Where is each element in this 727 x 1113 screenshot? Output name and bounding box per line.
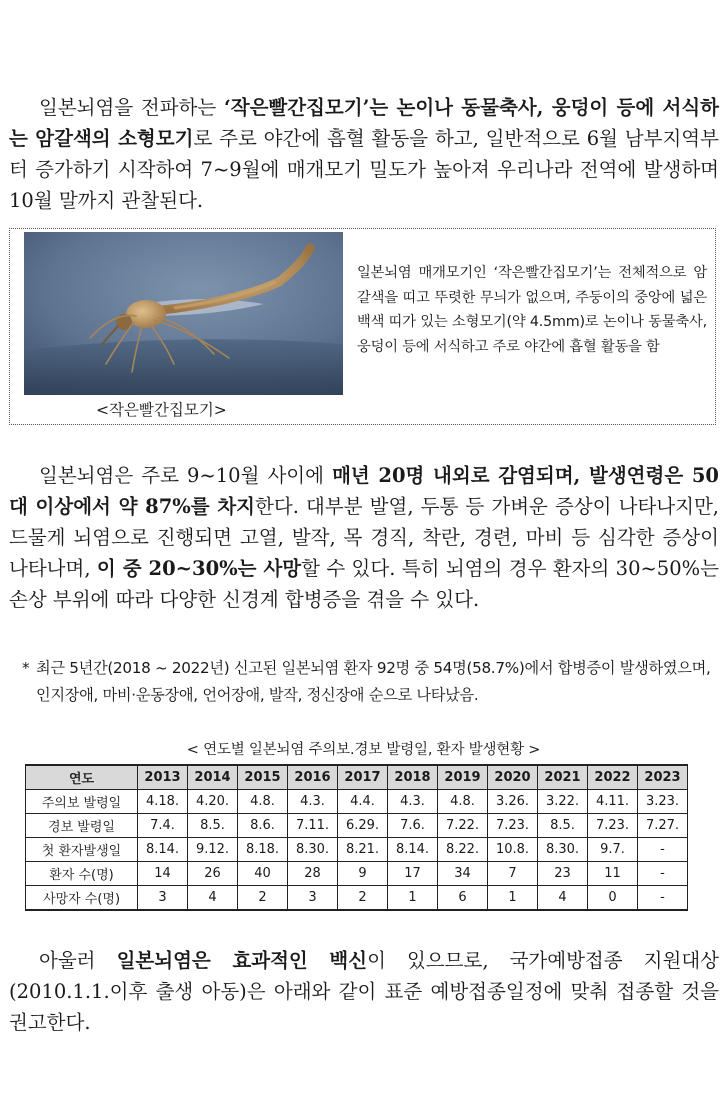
table-cell: 23	[538, 862, 588, 886]
table-cell: 1	[388, 886, 438, 911]
table-cell: 4.11.	[588, 790, 638, 814]
table-cell: 17	[388, 862, 438, 886]
table-cell: 3	[138, 886, 188, 911]
intro-paragraph: 일본뇌염을 전파하는 ‘작은빨간집모기’는 논이나 동물축사, 웅덩이 등에 서식하는 암갈색의 소형모기로 주로 야간에 흡혈 활동을 하고, 일반적으로 6월 남부지역부터 증가하기 시작하여 7~9월에 매개모기 밀도가 높아져 우리나라 전역에 발생하며 10월 말까지 관찰된다.	[9, 96, 719, 212]
table-cell: 4.3.	[388, 790, 438, 814]
table-row-advisory	[26, 790, 688, 814]
table-cell: 8.6.	[238, 814, 288, 838]
table-cell: 4.18.	[138, 790, 188, 814]
table-cell: 9	[338, 862, 388, 886]
figure-description: 일본뇌염 매개모기인 ‘작은빨간집모기’는 전체적으로 암갈색을 띠고 뚜렷한 무늬가 없으며, 주둥이의 중앙에 넓은 백색 띠가 있는 소형모기(약 4.5mm)로 논이나 동물축사, 웅덩이 등에 서식하고 주로 야간에 흡혈 활동을 함	[357, 265, 707, 355]
header-year: 2020	[488, 765, 538, 790]
table-cell: 8.5.	[538, 814, 588, 838]
header-year: 2014	[188, 765, 238, 790]
header-year-label: 연도	[26, 765, 138, 790]
table-cell: 3.26.	[488, 790, 538, 814]
header-year: 2013	[138, 765, 188, 790]
table-cell: -	[638, 862, 688, 886]
table-cell: 9.12.	[188, 838, 238, 862]
table-cell: 7.11.	[288, 814, 338, 838]
note-asterisk: *	[22, 659, 30, 677]
table-cell: 8.30.	[538, 838, 588, 862]
header-year: 2018	[388, 765, 438, 790]
table-cell: 8.30.	[288, 838, 338, 862]
vaccine-paragraph: 아울러 일본뇌염은 효과적인 백신이 있으므로, 국가예방접종 지원대상(2010.1.1.이후 출생 아동)은 아래와 같이 표준 예방접종일정에 맞춰 접종할 것을 권고한다.	[9, 949, 719, 1034]
header-year: 2021	[538, 765, 588, 790]
row-label: 주의보 발령일	[26, 790, 138, 814]
table-header-row	[26, 765, 688, 790]
header-year: 2017	[338, 765, 388, 790]
row-label: 첫 환자발생일	[26, 838, 138, 862]
vector-highlight: ‘작은빨간집모기’는 논이나 동물축사, 웅덩이 등에 서식하는 암갈색의 소형모기	[9, 96, 719, 150]
header-year: 2022	[588, 765, 638, 790]
table-cell: 4.8.	[438, 790, 488, 814]
table-cell: 6	[438, 886, 488, 911]
table-cell: 8.5.	[188, 814, 238, 838]
table-cell: 6.29.	[338, 814, 388, 838]
infection-highlight: 매년 20명 내외로 감염되며, 발생연령은 50대 이상에서 약 87%를 차지	[9, 464, 719, 518]
table-cell: 4.4.	[338, 790, 388, 814]
table-cell: 7.6.	[388, 814, 438, 838]
table-cell: -	[638, 886, 688, 911]
row-label: 사망자 수(명)	[26, 886, 138, 911]
mosquito-figure-box	[9, 228, 716, 425]
table-cell: 2	[338, 886, 388, 911]
table-cell: 10.8.	[488, 838, 538, 862]
table-cell: 14	[138, 862, 188, 886]
table-cell: 28	[288, 862, 338, 886]
table-cell: 4	[188, 886, 238, 911]
mosquito-photo	[24, 232, 343, 395]
table-cell: 8.18.	[238, 838, 288, 862]
table-cell: 7.23.	[588, 814, 638, 838]
complication-note	[22, 655, 722, 709]
table-cell: 7.23.	[488, 814, 538, 838]
table-cell: 7	[488, 862, 538, 886]
table-cell: 4.8.	[238, 790, 288, 814]
table-cell: 40	[238, 862, 288, 886]
vaccine-highlight: 일본뇌염은 효과적인 백신	[116, 949, 368, 972]
table-cell: 26	[188, 862, 238, 886]
row-label: 경보 발령일	[26, 814, 138, 838]
infection-paragraph: 일본뇌염은 주로 9~10월 사이에 매년 20명 내외로 감염되며, 발생연령은 50대 이상에서 약 87%를 차지한다. 대부분 발열, 두통 등 가벼운 증상이 나타나지만, 드물게 뇌염으로 진행되면 고열, 발작, 목 경직, 착란, 경련, 마비 등 심각한 증상이 나타나며, 이 중 20~30%는 사망할 수 있다. 특히 뇌염의 경우 환자의 30~50%는 손상 부위에 따라 다양한 신경계 합병증을 겪을 수 있다.	[9, 464, 720, 611]
table-cell: 7.22.	[438, 814, 488, 838]
header-year: 2016	[288, 765, 338, 790]
table-cell: 3	[288, 886, 338, 911]
header-year: 2019	[438, 765, 488, 790]
table-cell: 4.3.	[288, 790, 338, 814]
table-cell: 2	[238, 886, 288, 911]
header-year: 2015	[238, 765, 288, 790]
table-row-first-case	[26, 838, 688, 862]
table-row-patients	[26, 862, 688, 886]
table-row-deaths	[26, 886, 688, 911]
table-cell: 8.21.	[338, 838, 388, 862]
table-cell: 8.22.	[438, 838, 488, 862]
table-cell: 8.14.	[138, 838, 188, 862]
header-year: 2023	[638, 765, 688, 790]
table-cell: 34	[438, 862, 488, 886]
figure-caption: <작은빨간집모기>	[96, 401, 227, 419]
table-cell: 7.27.	[638, 814, 688, 838]
table-cell: 1	[488, 886, 538, 911]
table-cell: 4	[538, 886, 588, 911]
table-cell: 9.7.	[588, 838, 638, 862]
table-cell: 7.4.	[138, 814, 188, 838]
table-title: < 연도별 일본뇌염 주의보.경보 발령일, 환자 발생현황 >	[186, 742, 541, 758]
row-label: 환자 수(명)	[26, 862, 138, 886]
note-text: 최근 5년간(2018 ~ 2022년) 신고된 일본뇌염 환자 92명 중 54명(58.7%)에서 합병증이 발생하였으며, 인지장애, 마비·운동장애, 언어장애, 발작, 정신장애 순으로 나타났음.	[36, 659, 711, 704]
table-cell: 8.14.	[388, 838, 438, 862]
table-cell: 4.20.	[188, 790, 238, 814]
table-cell: -	[638, 838, 688, 862]
yearly-status-table	[25, 764, 688, 911]
table-cell: 0	[588, 886, 638, 911]
table-cell: 11	[588, 862, 638, 886]
table-row-warning	[26, 814, 688, 838]
fatality-highlight: 이 중 20~30%는 사망	[96, 557, 302, 580]
table-cell: 3.22.	[538, 790, 588, 814]
table-cell: 3.23.	[638, 790, 688, 814]
